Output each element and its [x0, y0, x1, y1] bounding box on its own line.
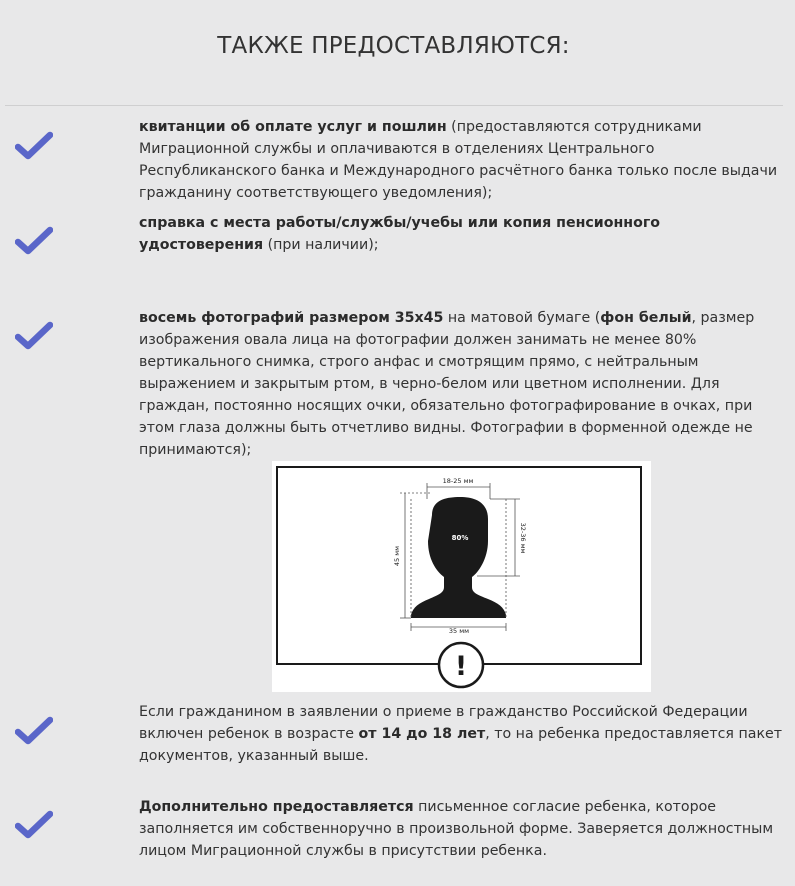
item-photos [139, 307, 784, 461]
item-text: (предоставляются сотрудниками Миграционной службы и оплачиваются в отделениях Центрального Республиканского банка и Международного расчётного банка только после выдачи гражданину соответствующего уведомления); [139, 119, 778, 201]
check-icon [15, 810, 53, 840]
item-bold: Дополнительно предоставляется [139, 799, 414, 815]
item-bold: фон белый [600, 310, 692, 326]
base-width-label: 35 мм [448, 627, 470, 635]
warning-symbol: ! [454, 651, 468, 682]
item-child-documents [139, 701, 784, 767]
section-title: ТАКЖЕ ПРЕДОСТАВЛЯЮТСЯ: [217, 33, 570, 59]
check-icon [15, 226, 53, 256]
item-bold: справка с места работы/службы/учебы или копия пенсионного удостоверения [139, 215, 660, 253]
width-label: 18-25 мм [442, 477, 474, 485]
item-text: на матовой бумаге ( [443, 310, 601, 326]
check-icon [15, 321, 53, 351]
photo-requirements-diagram [272, 461, 651, 692]
check-icon [15, 716, 53, 746]
item-text: Если гражданином в заявлении о приеме в гражданство Российской Федерации включен ребенок в возрасте [139, 704, 748, 742]
item-text: , размер изображения овала лица на фотографии должен занимать не менее 80% вертикального снимка, строго анфас и смотрящим прямо, с нейтральным выражением и закрытым ртом, в черно-белом или цветном исполнении. Для граждан, постоянно носящих очки, обязательно фотографирование в очках, при этом глаза должны быть отчетливо видны. Фотографии в форменной одежде не принимаются); [139, 310, 755, 458]
total-height-label: 45 мм [393, 545, 401, 567]
item-text: , то на ребенка предоставляется пакет документов, указанный выше. [139, 726, 783, 764]
item-bold: квитанции об оплате услуг и пошлин [139, 119, 447, 135]
item-bold: от 14 до 18 лет [358, 726, 486, 742]
divider [5, 105, 783, 106]
item-bold: восемь фотографий размером 35х45 [139, 310, 444, 326]
item-child-consent [139, 796, 784, 862]
item-text: (при наличии); [263, 237, 379, 253]
check-icon [15, 131, 53, 161]
percent-label: 80% [451, 534, 469, 542]
item-work-certificate [139, 212, 784, 256]
warning-icon [439, 643, 483, 687]
face-height-label: 32-36 мм [519, 522, 527, 554]
item-receipts [139, 116, 784, 204]
item-text: письменное согласие ребенка, которое заполняется им собственноручно в произвольной форме. Заверяется должностным лицом Миграционной службы в присутствии ребенка. [139, 799, 774, 859]
